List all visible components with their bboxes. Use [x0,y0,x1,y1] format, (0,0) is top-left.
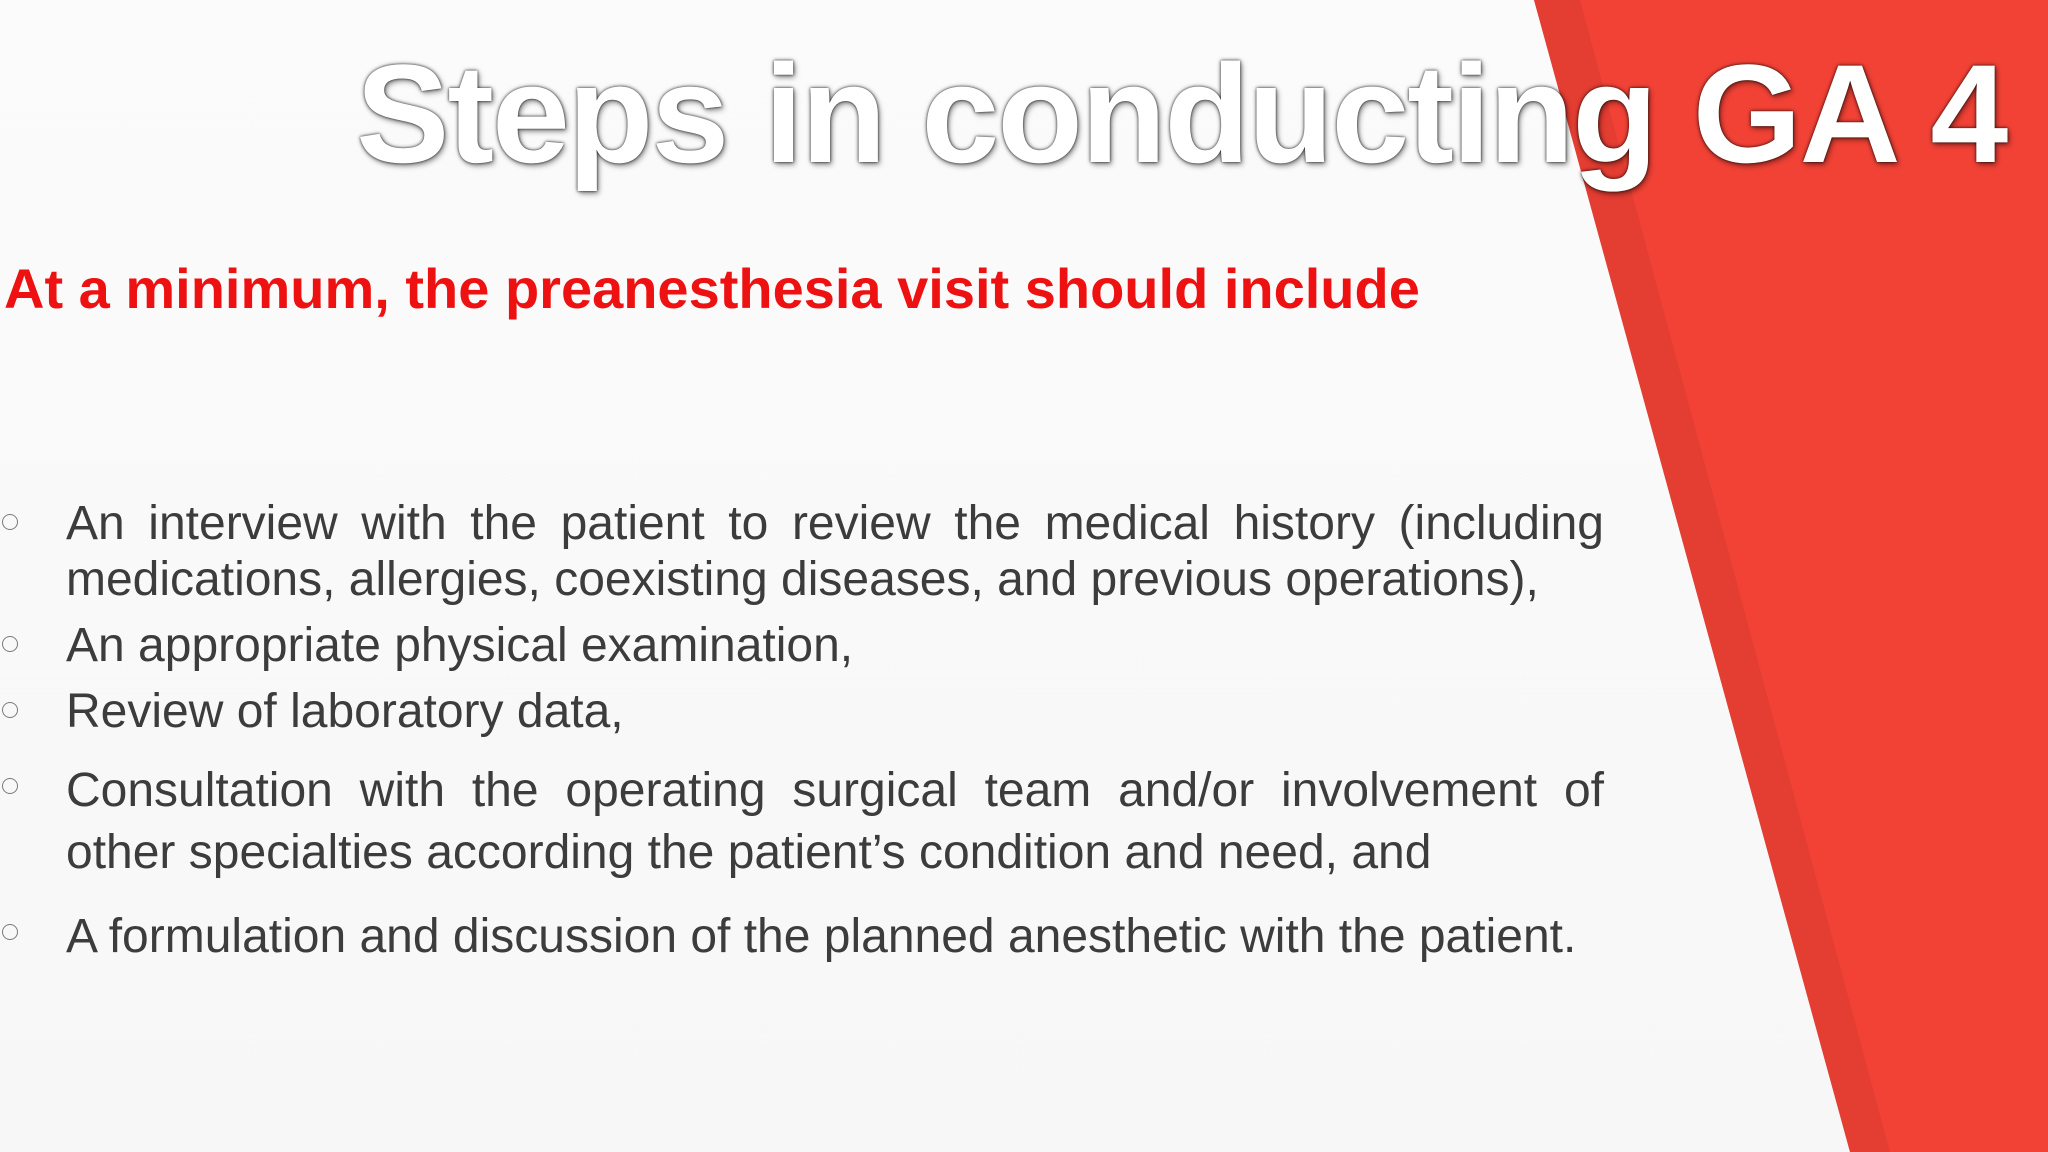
bullet-item-interview [0,496,1604,608]
bullet-text: Review of laboratory data, [66,685,624,738]
slide-title: Steps in conducting GA 4 [356,35,2007,192]
hollow-circle-bullet-icon [2,514,18,530]
hollow-circle-bullet-icon [2,702,18,718]
hollow-circle-bullet-icon [2,636,18,652]
hollow-circle-bullet-icon [2,778,18,794]
bullet-item-consultation [0,760,1604,884]
bullet-text: A formulation and discussion of the planned anesthetic with the patient. [66,910,1577,963]
bullet-list [0,496,1604,968]
slide-subtitle: At a minimum, the preanesthesia visit should include [4,257,1420,320]
hollow-circle-bullet-icon [2,924,18,940]
bullet-item-formulation [0,906,1604,968]
bullet-text: An appropriate physical examination, [66,619,854,672]
bullet-text: An interview with the patient to review the medical history (including medications, allergies, coexisting diseases, and previous operations), [66,497,1604,606]
bullet-text: Consultation with the operating surgical team and/or involvement of other specialties according the patient’s condition and need, and [66,764,1604,879]
bullet-item-lab-data [0,684,1604,740]
bullet-item-physical-exam [0,618,1604,674]
